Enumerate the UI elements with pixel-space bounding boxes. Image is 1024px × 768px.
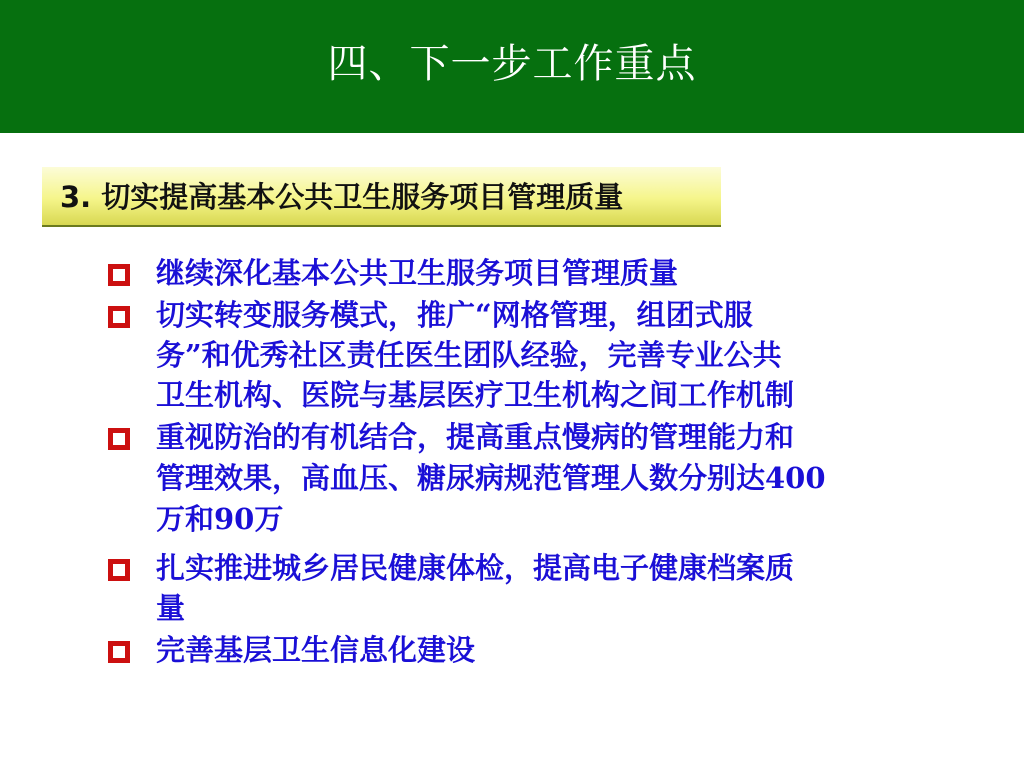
square-bullet-icon: [108, 306, 130, 328]
bullet-line: 务”和优秀社区责任医生团队经验，完善专业公共: [156, 338, 782, 372]
square-bullet-icon: [108, 264, 130, 286]
bullet-item: [104, 253, 944, 293]
bullet-item: [104, 295, 944, 415]
bullet-line: 完善基层卫生信息化建设: [156, 633, 476, 667]
bullet-line: 重视防治的有机结合，提高重点慢病的管理能力和: [156, 420, 795, 454]
bullet-list: [104, 253, 944, 672]
bullet-line: 量: [156, 591, 186, 625]
square-bullet-icon: [108, 641, 130, 663]
bullet-line: 万和90万: [156, 502, 284, 536]
bullet-item: [104, 630, 944, 670]
square-bullet-icon: [108, 559, 130, 581]
bullet-line: 卫生机构、医院与基层医疗卫生机构之间工作机制: [156, 378, 795, 412]
bullet-line: 切实转变服务模式，推广“网格管理，组团式服: [156, 298, 753, 332]
bullet-line: 继续深化基本公共卫生服务项目管理质量: [156, 256, 679, 290]
bullet-line: 管理效果，高血压、糖尿病规范管理人数分别达400: [156, 461, 826, 495]
slide-title: 四、下一步工作重点: [327, 41, 697, 87]
section-heading-box: [42, 167, 721, 227]
bullet-item: [104, 548, 944, 628]
square-bullet-icon: [108, 428, 130, 450]
bullet-item: [104, 417, 944, 540]
title-bar: [0, 0, 1024, 133]
bullet-line: 扎实推进城乡居民健康体检，提高电子健康档案质: [156, 551, 795, 585]
section-heading: 3. 切实提高基本公共卫生服务项目管理质量: [60, 180, 624, 214]
